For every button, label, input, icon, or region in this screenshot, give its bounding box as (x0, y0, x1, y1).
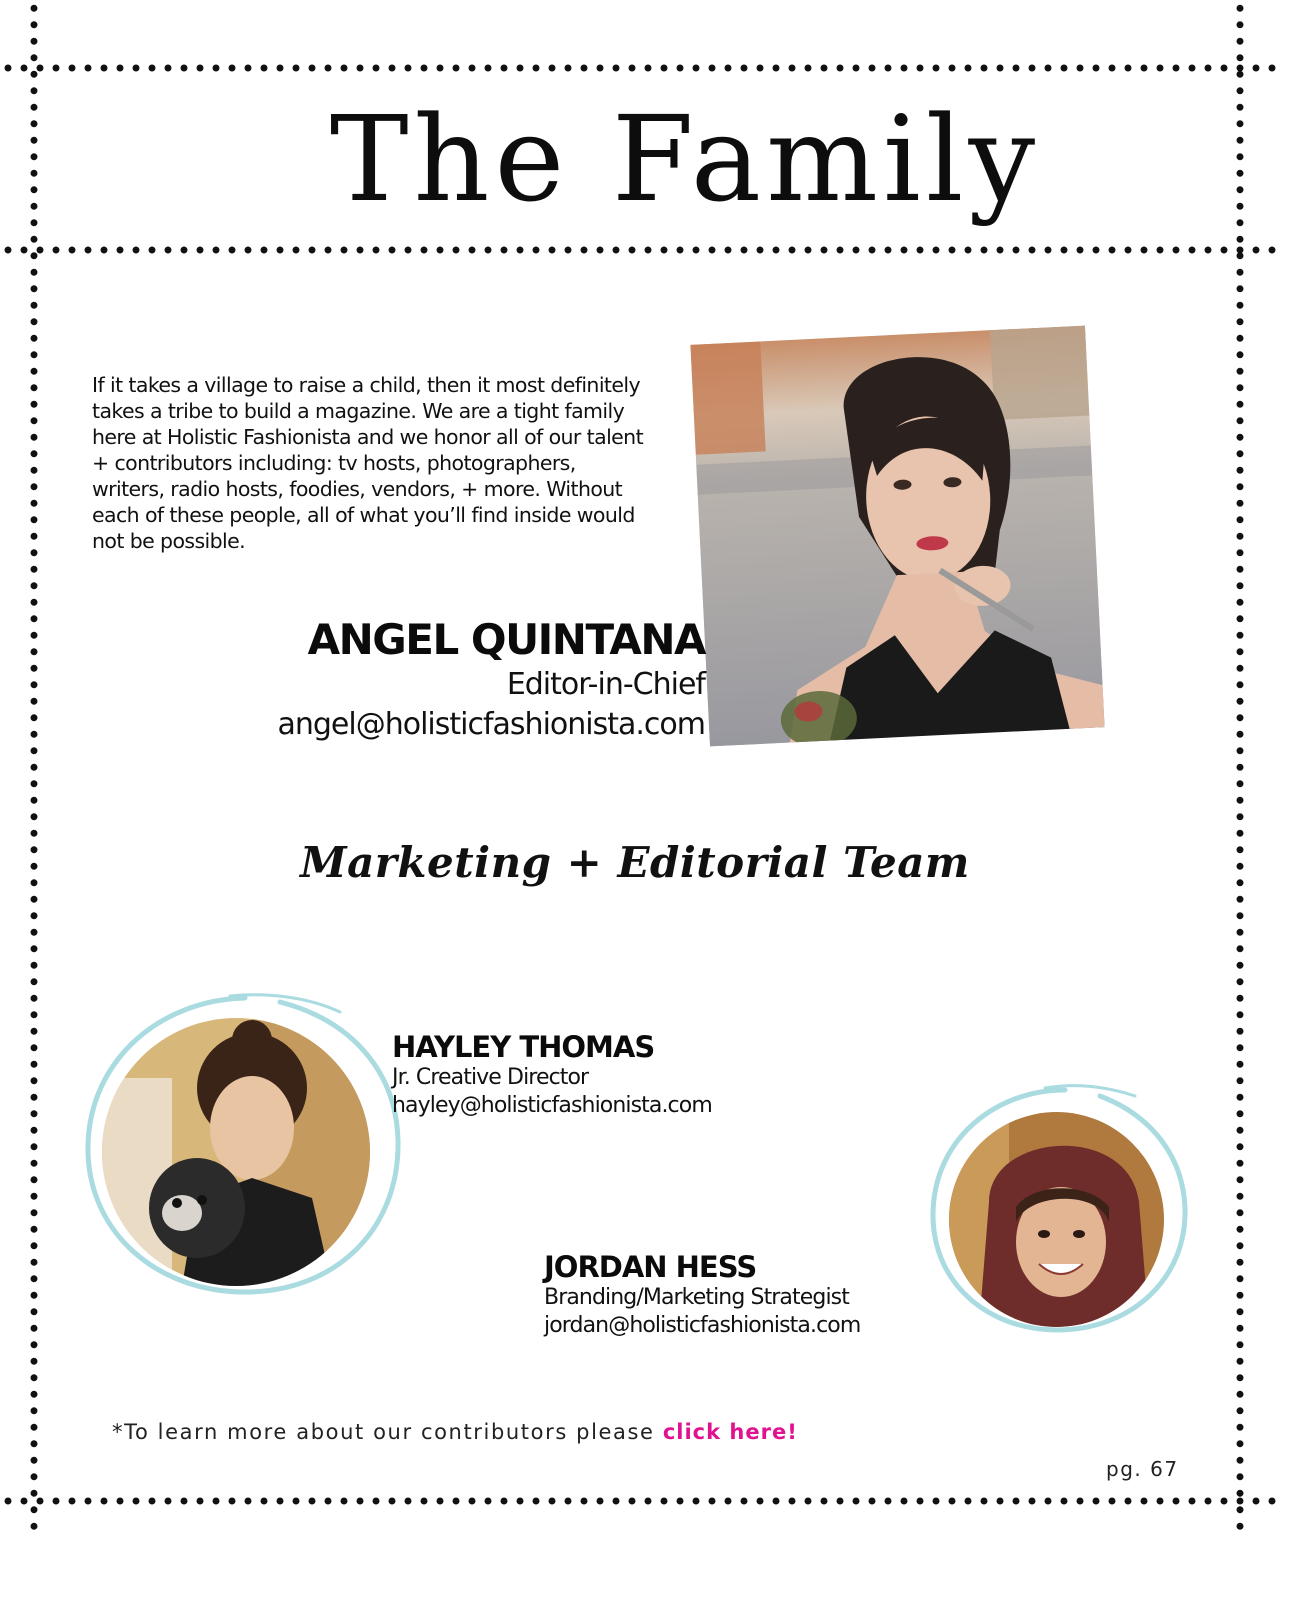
team-member-role: Branding/Marketing Strategist (544, 1285, 849, 1310)
editor-photo (690, 326, 1104, 747)
page-title: The Family (329, 90, 1041, 228)
editor-photo-illustration (690, 326, 1104, 747)
editor-email[interactable]: angel@holisticfashionista.com (277, 707, 705, 742)
team-member-name: HAYLEY THOMAS (392, 1030, 655, 1064)
frame-bottom-border (0, 1497, 1280, 1505)
click-here-link[interactable]: click here! (662, 1420, 798, 1444)
team-member-hayley (392, 1030, 712, 1120)
intro-paragraph: If it takes a village to raise a child, then it most definitely takes a tribe to build a magazine. We are a tight family here at Holistic Fashionista and we honor all of our talent + contributors including: tv hosts, photographers, writers, radio hosts, foodies, vendors, + more. Without each of these people, all of what you’ll find inside would not be possible. (92, 373, 644, 553)
contributors-note (112, 1420, 798, 1444)
page-number: pg. 67 (1106, 1457, 1179, 1481)
frame-right-border (1236, 0, 1244, 1530)
team-member-email[interactable]: jordan@holisticfashionista.com (544, 1313, 861, 1338)
jordan-photo-frame (925, 1080, 1195, 1340)
team-heading: Marketing + Editorial Team (300, 838, 970, 887)
frame-left-border (30, 0, 38, 1530)
team-member-name: JORDAN HESS (544, 1250, 757, 1284)
team-member-jordan (544, 1250, 860, 1340)
hayley-photo (102, 1018, 370, 1286)
editor-name: ANGEL QUINTANA (307, 615, 705, 664)
team-member-email[interactable]: hayley@holisticfashionista.com (392, 1093, 712, 1118)
editor-role: Editor-in-Chief (506, 667, 705, 702)
hayley-photo-frame (80, 990, 415, 1300)
frame-title-divider (0, 246, 1280, 254)
contributors-note-text: *To learn more about our contributors please (112, 1420, 663, 1444)
editor-info (277, 615, 705, 745)
frame-top-border (0, 64, 1280, 72)
team-member-role: Jr. Creative Director (392, 1065, 589, 1090)
jordan-photo (949, 1112, 1164, 1327)
